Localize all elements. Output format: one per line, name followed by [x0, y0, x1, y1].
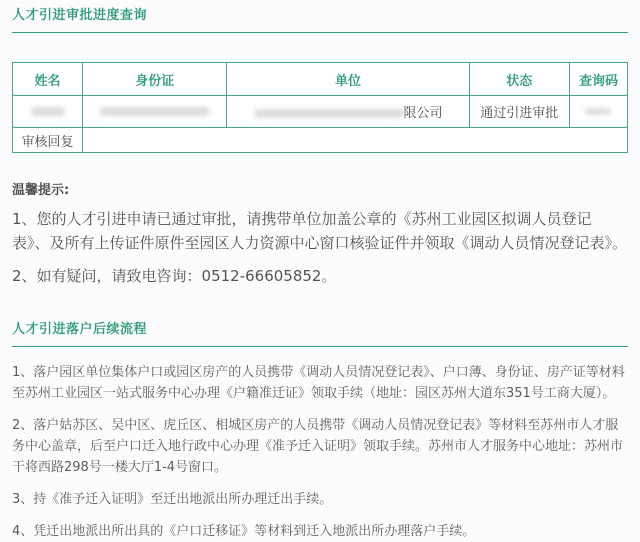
redaction-blur [585, 108, 611, 115]
review-reply-row [13, 128, 628, 153]
process-section-title: 人才引进落户后续流程 [12, 322, 148, 337]
unit-visible-text: 限公司 [403, 106, 443, 121]
section-underline [12, 32, 628, 33]
section-underline [12, 346, 628, 347]
redaction-blur [254, 109, 404, 118]
process-step-1: 1、落户园区单位集体户口或园区房产的人员携带《调动人员情况登记表》、户口薄、身份证、房产证等材料至苏州工业园区一站式服务中心办理《户籍准迁证》领取手续（地址：园区苏州大道东351号工商大厦）。 [12, 365, 625, 401]
section-query [12, 8, 628, 153]
column-header-status: 状态 [469, 63, 569, 96]
process-step-4: 4、凭迁出地派出所出具的《户口迁移证》等材料到迁入地派出所办理落户手续。 [12, 524, 476, 539]
approval-status-table [12, 62, 628, 153]
redaction-blur [31, 107, 65, 116]
cell-name-redacted [13, 96, 83, 128]
column-header-unit: 单位 [227, 63, 469, 96]
review-reply-value [83, 128, 628, 153]
table-row [13, 96, 628, 128]
column-header-name: 姓名 [13, 63, 83, 96]
cell-unit [227, 96, 469, 128]
cell-id-card-redacted [83, 96, 227, 128]
tips-block [12, 179, 628, 288]
column-header-id-card: 身份证 [83, 63, 227, 96]
cell-status: 通过引进审批 [469, 96, 569, 128]
page-title: 人才引进审批进度查询 [12, 8, 148, 23]
redaction-blur [100, 107, 210, 116]
column-header-query-code: 查询码 [569, 63, 627, 96]
process-step-2: 2、落户姑苏区、吴中区、虎丘区、相城区房产的人员携带《调动人员情况登记表》等材料至苏州市人才服务中心盖章，后至户口迁入地行政中心办理《准予迁入证明》领取手续。苏州市人才服务中心地址：苏州市干将西路298号一楼大厅1-4号窗口。 [12, 418, 624, 475]
section-process [12, 322, 628, 542]
tips-item-1: 1、您的人才引进申请已通过审批，请携带单位加盖公章的《苏州工业园区拟调人员登记表》、及所有上传证件原件至园区人力资源中心窗口核验证件并领取《调动人员情况登记表》。 [12, 210, 628, 252]
process-step-3: 3、持《准予迁入证明》至迁出地派出所办理迁出手续。 [12, 492, 333, 507]
cell-query-code-redacted [569, 96, 627, 128]
tips-item-2: 2、如有疑问，请致电咨询：0512-66605852。 [12, 267, 337, 285]
tips-title: 温馨提示: [12, 183, 70, 198]
table-header-row [13, 63, 628, 96]
review-reply-label: 审核回复 [13, 128, 83, 153]
